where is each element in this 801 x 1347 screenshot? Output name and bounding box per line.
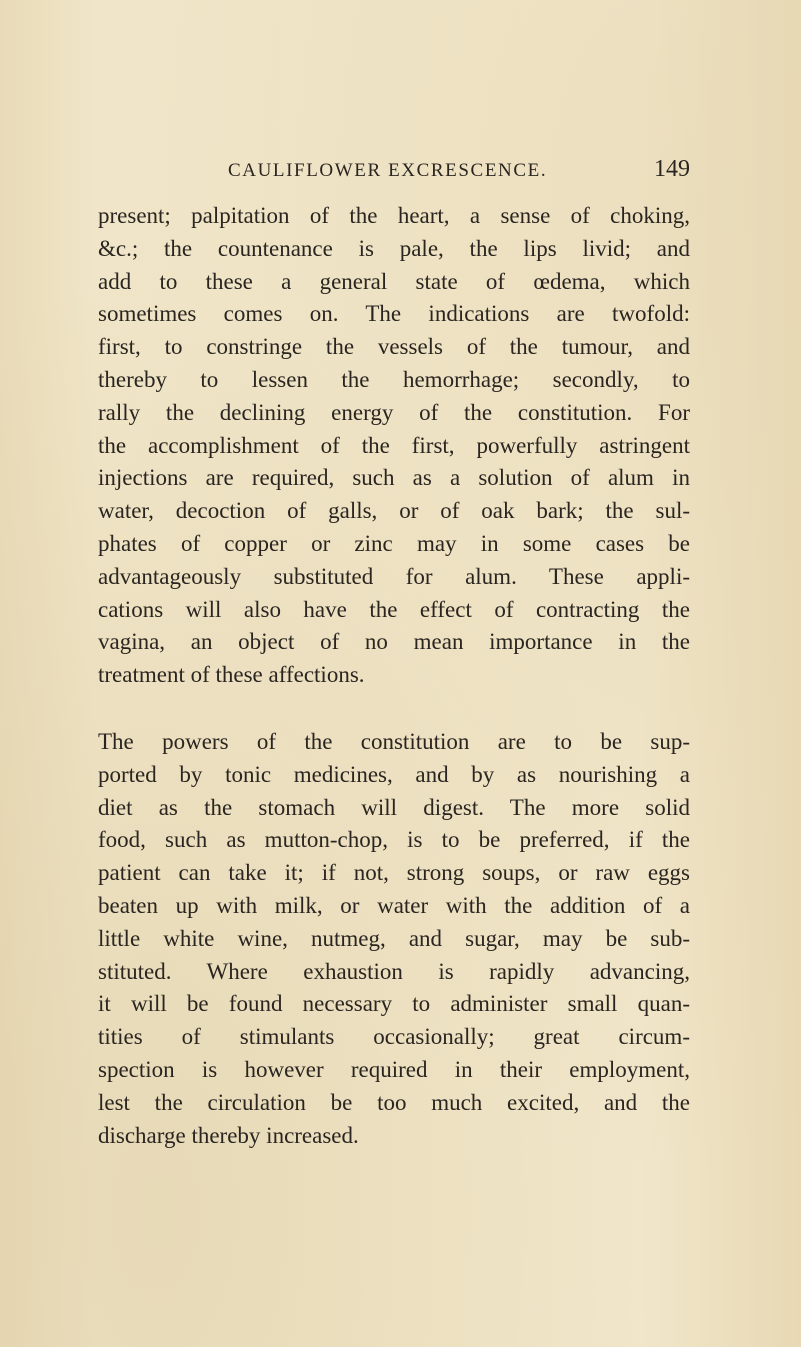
text-line: treatment of these affections.	[98, 662, 365, 688]
text-line: patient can take it; if not, strong soups, or raw eggs	[98, 860, 690, 886]
text-line: thereby to lessen the hemorrhage; secondly, to	[98, 366, 690, 392]
text-line: food, such as mutton-chop, is to be preferred, if the	[98, 827, 690, 853]
running-head	[98, 156, 690, 190]
text-line: sometimes comes on. The indications are twofold:	[98, 301, 690, 327]
body-text	[98, 200, 690, 1152]
text-line: &c.; the countenance is pale, the lips livid; and	[98, 235, 690, 261]
text-line: advantageously substituted for alum. These appli-	[98, 563, 690, 589]
text-line: lest the circulation be too much excited, and the	[98, 1089, 690, 1115]
text-line: The powers of the constitution are to be sup-	[98, 728, 690, 754]
text-line: vagina, an object of no mean importance in the	[98, 629, 690, 655]
text-line: discharge thereby increased.	[98, 1122, 359, 1148]
text-line: beaten up with milk, or water with the addition of a	[98, 892, 690, 918]
text-line: present; palpitation of the heart, a sense of choking,	[98, 203, 690, 228]
text-line: it will be found necessary to administer small quan-	[98, 991, 690, 1017]
running-head-title: CAULIFLOWER EXCRESCENCE.	[228, 160, 548, 181]
text-line: water, decoction of galls, or of oak bark; the sul-	[98, 498, 690, 524]
text-line: injections are required, such as a solution of alum in	[98, 465, 690, 491]
text-line: spection is however required in their employment,	[98, 1056, 690, 1082]
text-line: cations will also have the effect of contracting the	[98, 596, 690, 622]
text-line: ported by tonic medicines, and by as nourishing a	[98, 761, 690, 787]
paragraph-2	[98, 726, 690, 1152]
text-line: first, to constringe the vessels of the tumour, and	[98, 334, 690, 360]
page-number: 149	[654, 156, 690, 182]
paragraph-1	[98, 200, 690, 692]
text-line: stituted. Where exhaustion is rapidly advancing,	[98, 958, 690, 984]
text-line: tities of stimulants occasionally; great circum-	[98, 1024, 690, 1050]
text-line: diet as the stomach will digest. The more solid	[98, 794, 690, 820]
text-line: add to these a general state of œdema, which	[98, 268, 690, 294]
text-line: little white wine, nutmeg, and sugar, may be sub-	[98, 925, 690, 951]
text-line: rally the declining energy of the constitution. For	[98, 399, 690, 425]
text-line: the accomplishment of the first, powerfully astringent	[98, 432, 690, 458]
text-line: phates of copper or zinc may in some cases be	[98, 530, 690, 556]
